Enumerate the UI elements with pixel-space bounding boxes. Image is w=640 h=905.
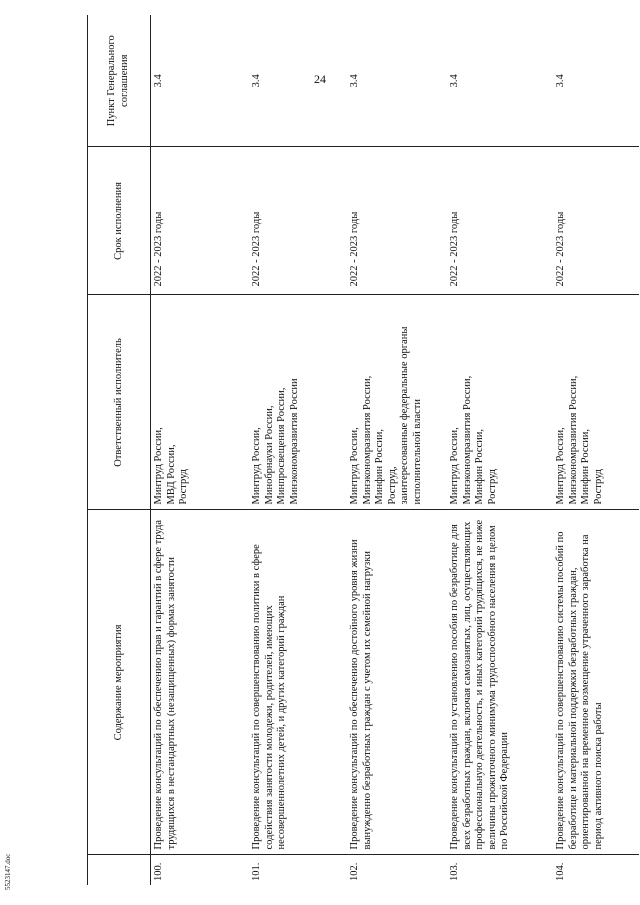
header-clause: Пункт Генерального соглашения [88, 15, 151, 147]
row-content: Проведение консультаций по обеспечению прав и гарантий в сфере труда трудящихся в нестандартных (незащищенных) формах занятости [151, 510, 250, 855]
header-content: Содержание мероприятия [88, 510, 151, 855]
header-number [88, 855, 151, 885]
row-deadline: 2022 - 2023 годы [347, 147, 447, 295]
row-number: 101. [251, 862, 262, 881]
table-row [347, 15, 447, 885]
header-executor: Ответственный исполнитель [88, 295, 151, 510]
measures-table [87, 15, 639, 885]
row-content: Проведение консультаций по установлению пособия по безработице для всех безработных граждан, включая самозанятых, лиц, осуществляющих профессиональную деятельность, и иных категорий трудящихся, не ниже величины прожиточного минимума трудоспособного населения в целом по Российской Федерации [447, 510, 553, 855]
row-clause: 3.4 [249, 15, 347, 147]
table-row [447, 15, 553, 885]
rotated-table-container [87, 15, 604, 885]
page-number: 24 [314, 72, 326, 86]
row-executor: Минтруд России, Минэкономразвития России, Минфин России, Роструд [447, 295, 553, 510]
row-executor: Минтруд России, Минобрнауки России, Минпросвещения России, Минэкономразвития России [249, 295, 347, 510]
table-row [553, 15, 639, 885]
row-clause: 3.4 [447, 15, 553, 147]
row-content: Проведение консультаций по совершенствованию системы пособий по безработице и материальной поддержки безработных граждан, ориентированной на временное возмещение утраченного заработка на период активного поиска работы [553, 510, 639, 855]
row-number: 100. [153, 862, 164, 881]
row-executor: Минтруд России, МВД России, Роструд [151, 295, 250, 510]
row-clause: 3.4 [347, 15, 447, 147]
table-header-row [88, 15, 151, 885]
table-row [151, 15, 250, 885]
row-number: 103. [449, 862, 460, 881]
row-deadline: 2022 - 2023 годы [447, 147, 553, 295]
row-clause: 3.4 [151, 15, 250, 147]
row-deadline: 2022 - 2023 годы [249, 147, 347, 295]
row-deadline: 2022 - 2023 годы [151, 147, 250, 295]
row-executor: Минтруд России, Минэкономразвития России, Минфин России, Роструд, заинтересованные федеральные органы исполнительной власти [347, 295, 447, 510]
row-number: 102. [349, 862, 360, 881]
row-executor: Минтруд России, Минэкономразвития России, Минфин России, Роструд [553, 295, 639, 510]
row-clause: 3.4 [553, 15, 639, 147]
table-row [249, 15, 347, 885]
header-deadline: Срок исполнения [88, 147, 151, 295]
row-content: Проведение консультаций по совершенствованию политики в сфере содействия занятости молодежи, родителей, имеющих несовершеннолетних детей, и других категорий граждан [249, 510, 347, 855]
row-deadline: 2022 - 2023 годы [553, 147, 639, 295]
row-number: 104. [555, 862, 566, 881]
row-content: Проведение консультаций по обеспечению достойного уровня жизни вынужденно безработных граждан с учетом их семейной нагрузки [347, 510, 447, 855]
document-code: 5523147.doc [4, 853, 12, 890]
